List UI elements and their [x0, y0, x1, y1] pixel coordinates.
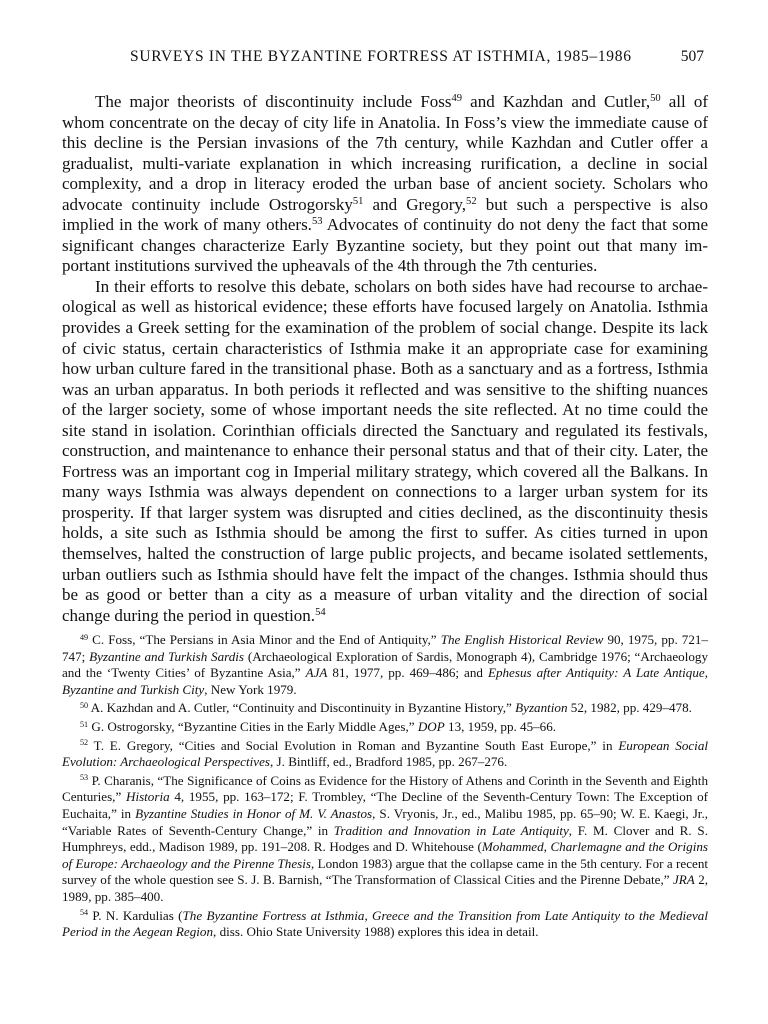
body-paragraph-1: The major theorists of discontinuity include Foss$^{49}$ and Kazhdan and Cutler,$^{50}$ all of whom concentrate on the decay of city life in Anatolia. In Foss’s view the immediate cause of this decline is the Persian invasions of the 7th century, while Kazhdan and Cutler offer a gradualist, multi-variate explanation in which increasing rurification, a decline in social complexity, and a drop in literacy eroded the urban base of ancient society. Scholars who advocate continuity include Ostrogorsky$^{51}$ and Gregory,$^{52}$ but such a perspective is also implied in the work of many others.$^{53}$ Advocates of continuity do not deny the fact that some significant changes characterize Early Byzantine society, but they point out that many important institutions survived the upheavals of the 4th through the 7th centuries.	[62, 92, 709, 276]
footnote-53: $^{53}$ P. Charanis, “The Significance of Coins as Evidence for the History of Athens and Corinth in the Seventh and Eighth Centuries,” Historia 4, 1955, pp. 163–172; F. Trombley, “The Decline of the Seventh-Century Town: The Exception of Euchaita,” in Byzantine Studies in Honor of M. V. Anastos, S. Vryonis, Jr., ed., Malibu 1985, pp. 65–90; W. E. Kaegi, Jr., “Variable Rates of Seventh-Century Change,” in Tradition and Innovation in Late Antiquity, F. M. Clover and R. S. Humphreys, edd., Madison 1989, pp. 191–208. R. Hodges and D. Whitehouse (Mohammed, Charlemagne and the Origins of Europe: Archaeology and the Pirenne Thesis, London 1983) argue that the collapse came in the 5th century. For a recent survey of the whole question see S. J. B. Barnish, “The Transformation of Classical Cities and the Pirenne Debate,” JRA 2, 1989, pp. 385–400.	[62, 772, 709, 904]
footnote-number: 49	[80, 632, 89, 642]
footnote-number: 52	[80, 738, 89, 748]
footnote-ref-51[interactable]: 51	[352, 195, 364, 207]
running-head-title: SURVEYS IN THE BYZANTINE FORTRESS AT ISTHMIA, 1985–1986	[130, 48, 632, 65]
footnote-ref-53[interactable]: 53	[311, 216, 323, 228]
footnote-ref-50[interactable]: 50	[650, 93, 661, 105]
page-number: 507	[680, 48, 704, 65]
footnote-number: 53	[80, 773, 89, 783]
footnote-ref-52[interactable]: 52	[466, 195, 477, 207]
body-paragraph-2: In their efforts to resolve this debate, scholars on both sides have had recourse to archaeological as well as historical evidence; these efforts have focused largely on Anatolia. Isthmia provides a Greek setting for the examination of the problem of social change. Despite its lack of civic status, certain characteristics of Isthmia make it an appropriate case for examining how urban culture fared in the transitional phase. Both as a sanctuary and as a fortress, Isthmia was an urban apparatus. In both periods it reflected and was sensitive to the shifting nuances of the larger society, some of whose important needs the site reflected. At no time could the site stand in isolation. Corinthian officials directed the Sanctuary and regulated its festivals, construction, and maintenance to enhance their personal status and that of their city. Later, the Fortress was an important cog in Imperial military strategy, which covered all the Balkans. In many ways Isthmia was always dependent on connections to a larger urban system for its prosperity. If that larger system was disrupted and cities declined, as the discontinuity thesis holds, a site such as Isthmia should be among the first to suffer. As cities turned in upon themselves, halted the construction of large public projects, and became isolated settlements, urban outliers such as Isthmia should have felt the impact of the changes. Isthmia should thus be as good or better than a city as a measure of urban vitality and the direction of social change during the period in question.$^{54}$	[62, 276, 708, 625]
footnote-number: 50	[80, 700, 89, 710]
footnote-49: $^{49}$ C. Foss, “The Persians in Asia Minor and the End of Antiquity,” The English Historical Review 90, 1975, pp. 721–747; Byzantine and Turkish Sardis (Archaeological Exploration of Sardis, Monograph 4), Cambridge 1976; “Archaeology and the ‘Twenty Cities’ of Byzantine Asia,” AJA 81, 1977, pp. 469–486; and Ephesus after Antiquity: A Late Antique, Byzantine and Turkish City, New York 1979.	[62, 632, 708, 697]
footnotes	[62, 632, 708, 941]
running-head	[0, 48, 768, 72]
main-text	[62, 92, 708, 626]
footnote-52: $^{52}$ T. E. Gregory, “Cities and Social Evolution in Roman and Byzantine South East Europe,” in European Social Evolution: Archaeological Perspectives, J. Bintliff, ed., Bradford 1985, pp. 267–276.	[62, 737, 709, 770]
footnote-number: 51	[80, 719, 89, 729]
footnote-ref-54[interactable]: 54	[315, 606, 326, 618]
footnote-51: $^{51}$ G. Ostrogorsky, “Byzantine Cities in the Early Middle Ages,” DOP 13, 1959, pp. 45–66.	[80, 718, 557, 734]
footnote-number: 54	[80, 908, 89, 918]
footnote-50: $^{50}$ A. Kazhdan and A. Cutler, “Continuity and Discontinuity in Byzantine History,” Byzantion 52, 1982, pp. 429–478.	[80, 700, 692, 716]
footnote-ref-49[interactable]: 49	[451, 93, 463, 105]
footnote-54: $^{54}$ P. N. Kardulias (The Byzantine Fortress at Isthmia, Greece and the Transition from Late Antiquity to the Medieval Period in the Aegean Region, diss. Ohio State University 1988) explores this idea in detail.	[62, 907, 708, 940]
